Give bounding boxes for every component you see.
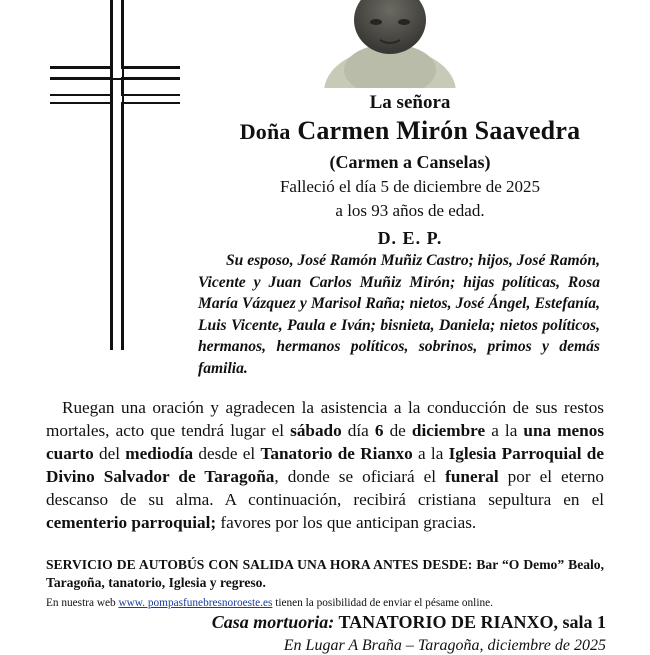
announce-text: del	[93, 443, 126, 463]
name-prefix: Doña	[239, 119, 291, 144]
announce-day: sábado	[290, 420, 342, 440]
announce-time: una menos cuarto	[46, 420, 605, 463]
mortuary-label: Casa mortuoria:	[211, 612, 335, 632]
intro-text: La señora	[369, 92, 451, 113]
service-announcement	[46, 397, 604, 534]
deceased-portrait	[320, 0, 460, 88]
rip-text: D. E. P.	[377, 228, 443, 248]
bus-service	[46, 556, 604, 591]
announce-text: a la	[485, 420, 524, 440]
announce-month: diciembre	[411, 420, 486, 440]
web-notice-text: En nuestra web	[46, 597, 119, 609]
announce-text: , donde se oficiará el	[274, 466, 446, 486]
full-name: Carmen Mirón Saavedra	[297, 116, 581, 145]
announce-funeral: funeral	[445, 466, 499, 486]
announce-text: día	[341, 420, 375, 440]
announce-date-number: 6	[374, 420, 384, 440]
announce-text: favores por los que anticipan gracias.	[216, 512, 477, 532]
cross-icon	[50, 0, 180, 350]
bus-service-text: SERVICIO DE AUTOBÚS CON SALIDA UNA HORA ANTES DESDE: Bar “O Demo” Bealo, Taragoña, tanatorio, Iglesia y regreso.	[46, 557, 604, 590]
mortuary-info	[186, 612, 606, 633]
announce-church: Iglesia Parroquial de Divino Salvador de Taragoña	[46, 443, 604, 486]
announce-text: desde el	[193, 443, 261, 463]
announce-midday: mediodía	[125, 443, 194, 463]
announce-text: a la	[412, 443, 449, 463]
death-date: Falleció el día 5 de diciembre de 2025	[279, 177, 541, 196]
website-link[interactable]: www. pompasfunebresnoroeste.es	[118, 597, 273, 609]
mortuary-value: TANATORIO DE RIANXO, sala 1	[338, 612, 606, 632]
alias-name: (Carmen a Canselas)	[329, 152, 491, 172]
place-date: En Lugar A Braña – Taragoña, diciembre de 2025	[283, 637, 606, 654]
announce-text: Ruegan una oración y agradecen la asistencia a la conducción de sus restos mortales, acto que tendrá lugar el	[46, 398, 604, 440]
announce-text: por el eterno descanso de su alma. A continuación, recibirá cristiana sepultura en el	[46, 466, 605, 509]
age-line: a los 93 años de edad.	[335, 201, 485, 220]
family-text: Su esposo, José Ramón Muñiz Castro; hijos, José Ramón, Vicente y Juan Carlos Muñiz Mirón; hijas políticas, Rosa María Vázquez y Marisol Raña; nietos, José Ángel, Estefanía, Luis Vicente, Paula e Iván; bisnieta, Daniela; nietos políticos, hermanos, hermanos políticos, sobrinos, primos y demás familia.	[198, 252, 600, 377]
deceased-name	[180, 116, 640, 146]
web-notice-text: tienen la posibilidad de enviar el pésame online.	[272, 597, 493, 609]
family-list	[198, 250, 600, 380]
announce-cemetery: cementerio parroquial;	[46, 512, 217, 532]
announce-text: de	[383, 420, 412, 440]
web-notice	[46, 597, 606, 609]
announce-origin: Tanatorio de Rianxo	[260, 443, 413, 463]
